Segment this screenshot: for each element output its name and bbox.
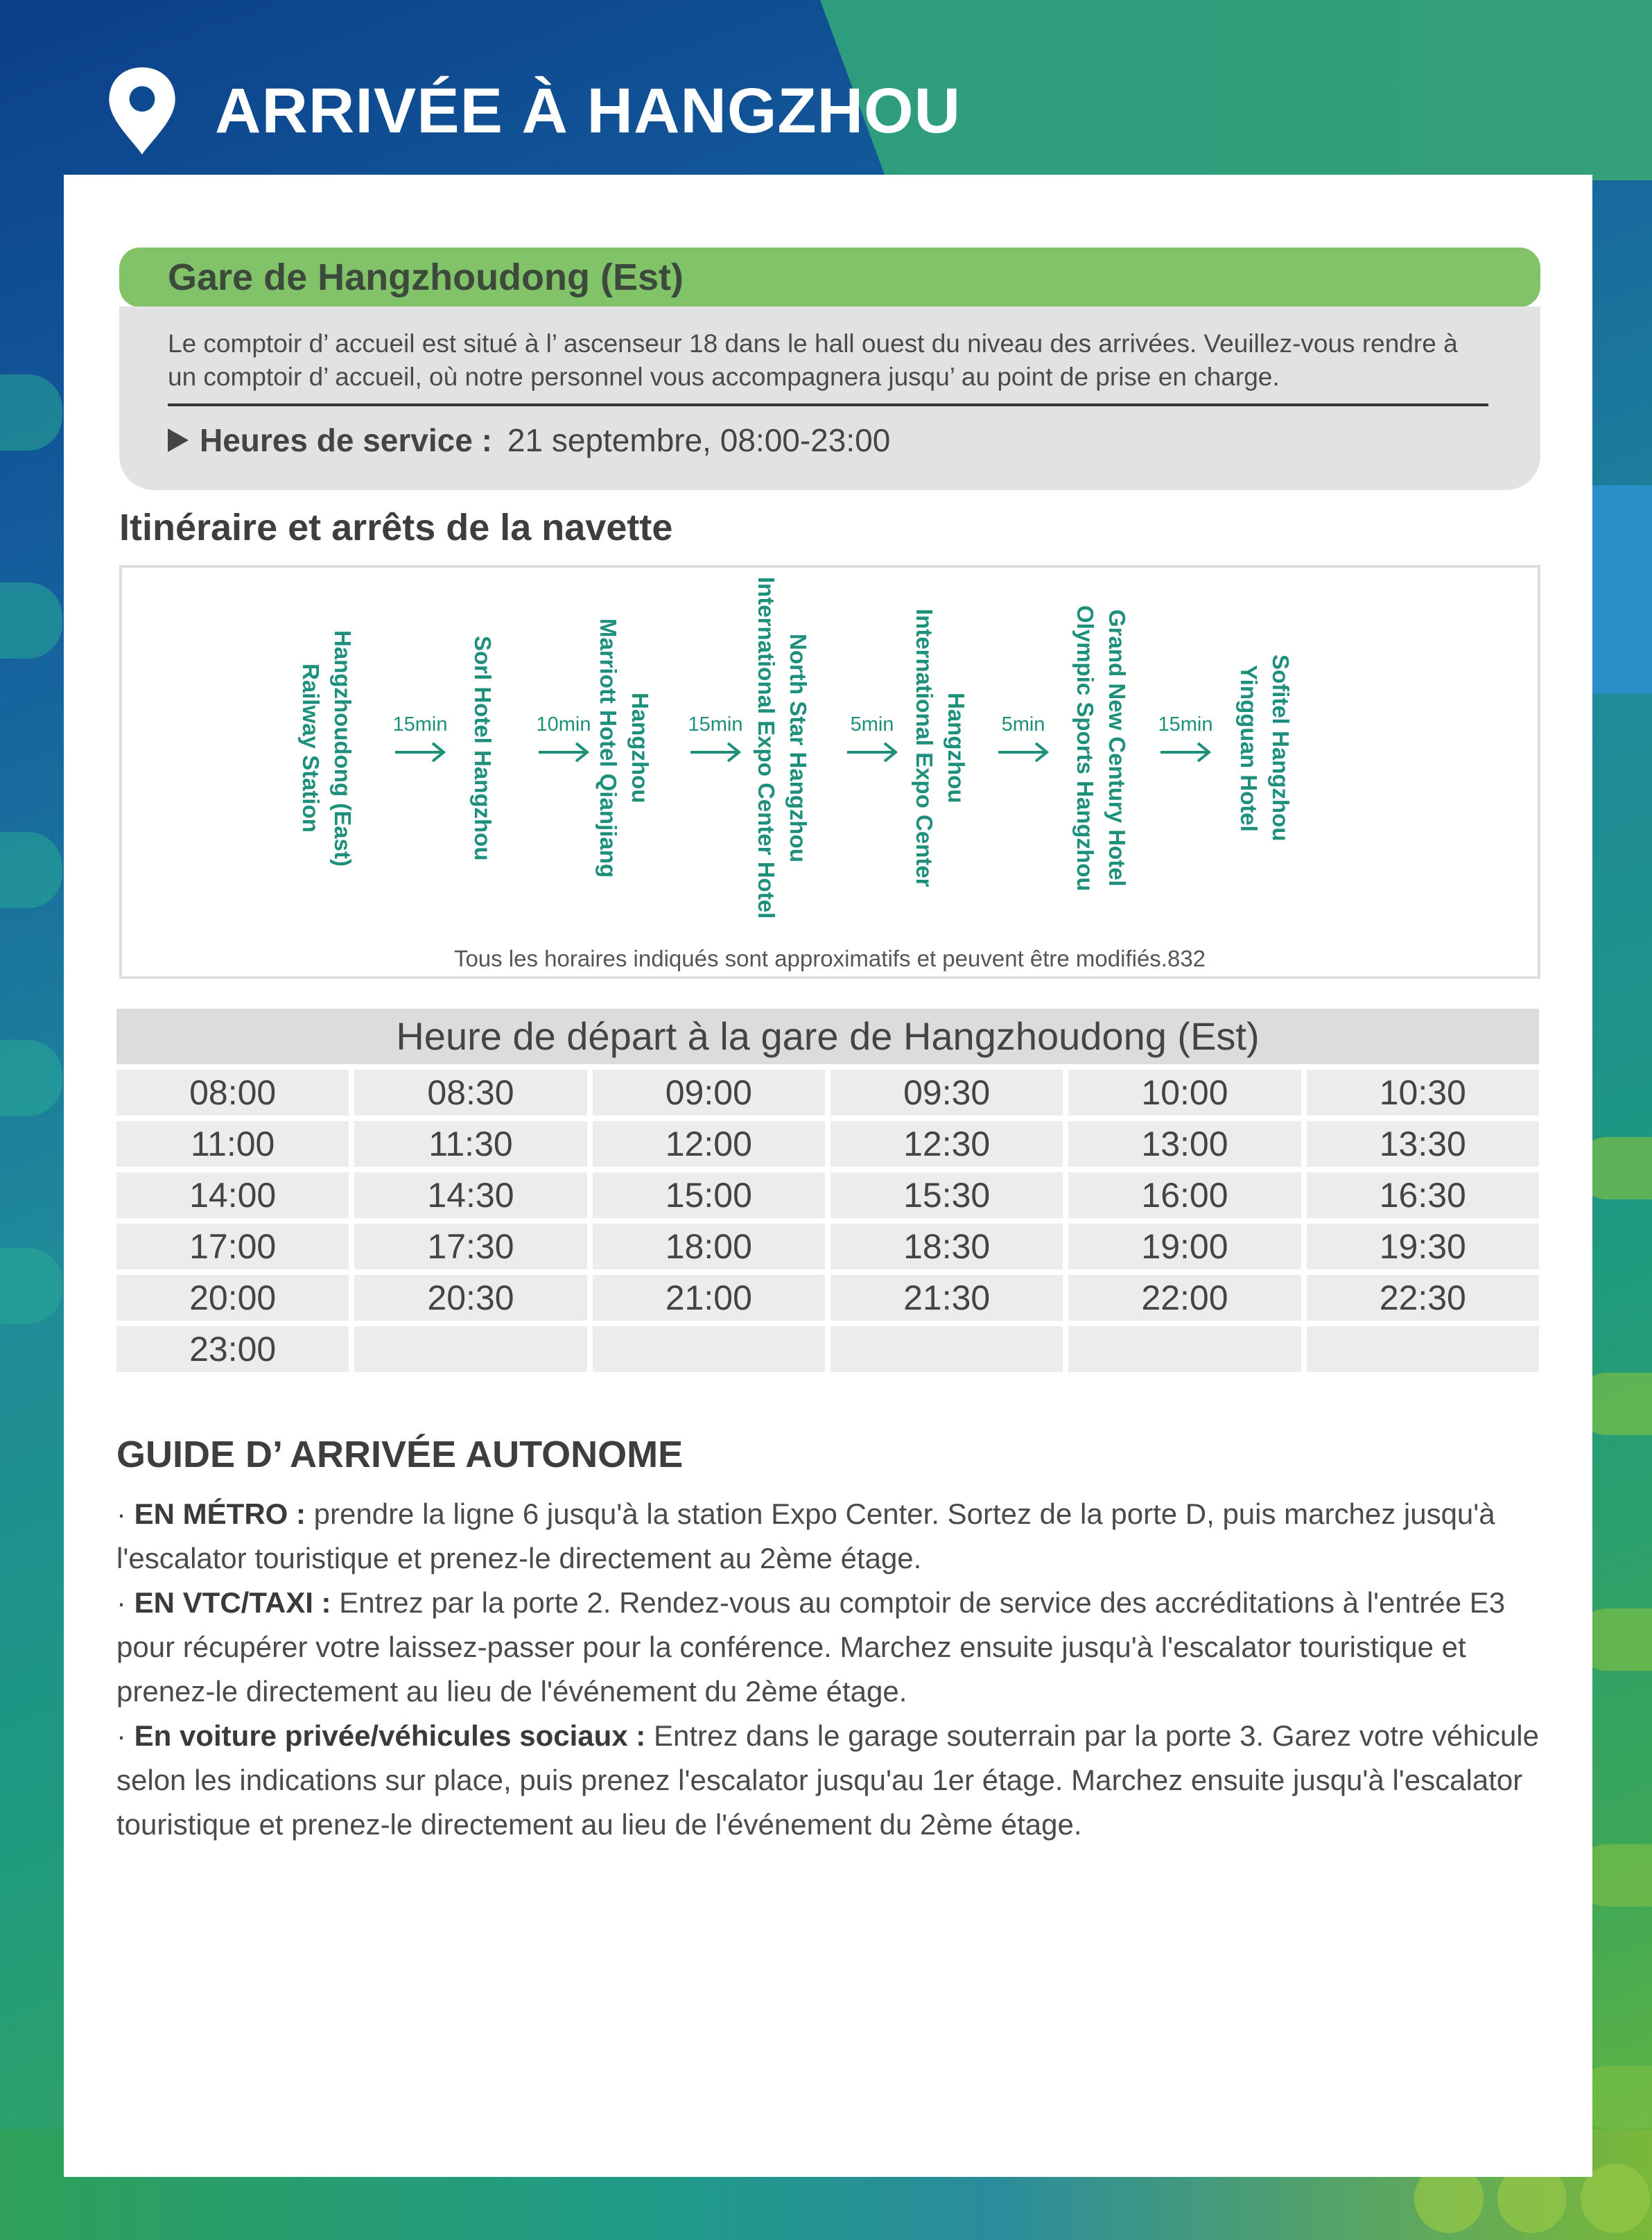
route-stop	[292, 585, 361, 911]
route-leg	[385, 713, 455, 764]
leg-duration: 15min	[1158, 713, 1213, 736]
route-stop-label: Marriott Hotel Qianjiang	[595, 618, 621, 878]
departure-time: 22:30	[1307, 1275, 1539, 1321]
departure-time: 08:00	[116, 1070, 349, 1115]
play-icon	[168, 428, 189, 452]
departure-time: 18:00	[593, 1224, 825, 1269]
location-pin-icon	[104, 66, 180, 156]
guide-item-text: prendre la ligne 6 jusqu'à la station Expo Center. Sortez de la porte D, puis marchez jusqu'à l'escalator touristique et prenez-le directement au 2ème étage.	[116, 1497, 1495, 1574]
arrow-right-icon	[844, 740, 900, 764]
station-description: Le comptoir d’ accueil est situé à l’ ascenseur 18 dans le hall ouest du niveau des arrivées. Veuillez-vous rendre à un comptoir d’ accueil, où notre personnel vous accompagnera jusqu’ au point de prise en charge.	[168, 329, 1458, 391]
route-stop-label: International Expo Center	[912, 609, 937, 887]
leg-duration: 5min	[850, 713, 894, 736]
content-card	[64, 175, 1592, 2177]
schedule-row	[116, 1224, 1539, 1269]
background-shape	[0, 1040, 62, 1116]
arrow-right-icon	[995, 740, 1051, 764]
departure-time: 16:30	[1307, 1172, 1539, 1218]
departure-time: 12:30	[831, 1121, 1063, 1167]
background-shape	[0, 832, 62, 908]
route-stop-label: International Expo Center Hotel	[754, 577, 779, 919]
bullet: ·	[116, 1586, 134, 1619]
route-stop-label: Grand New Century Hotel	[1104, 609, 1130, 887]
departure-time: 12:00	[593, 1121, 825, 1167]
station-title: Gare de Hangzhoudong (Est)	[168, 257, 684, 298]
arrow-right-icon	[1158, 740, 1213, 764]
departure-time: 17:30	[354, 1224, 586, 1269]
guide-title: GUIDE D’ ARRIVÉE AUTONOME	[116, 1434, 684, 1475]
bullet: ·	[116, 1497, 134, 1530]
departure-time: 22:00	[1068, 1275, 1301, 1321]
guide-item	[116, 1581, 1545, 1714]
schedule-rows	[116, 1070, 1539, 1372]
arrow-right-icon	[688, 740, 743, 764]
departure-time: 14:00	[116, 1172, 349, 1218]
departure-time: 20:30	[354, 1275, 586, 1321]
departure-time: 21:00	[593, 1275, 825, 1321]
departure-time: 08:30	[354, 1070, 586, 1115]
leg-duration: 10min	[536, 713, 591, 736]
departure-time	[354, 1326, 586, 1372]
departure-time: 23:00	[116, 1326, 349, 1372]
departure-time: 18:30	[831, 1224, 1063, 1269]
route-stop-label: Yingguan Hotel	[1236, 664, 1262, 832]
route-stop-label: Sorl Hotel Hangzhou	[470, 635, 496, 861]
route-stop	[1066, 585, 1136, 911]
departure-time: 13:30	[1307, 1121, 1539, 1167]
divider	[168, 403, 1488, 406]
schedule-row	[116, 1070, 1539, 1115]
departure-time: 09:00	[593, 1070, 825, 1115]
guide-item-label: EN MÉTRO :	[134, 1497, 306, 1530]
departure-time: 19:30	[1307, 1224, 1539, 1269]
departure-time	[1068, 1326, 1301, 1372]
guide-item-text: Entrez par la porte 2. Rendez-vous au comptoir de service des accréditations à l'entrée E3 pour récupérer votre laissez-passer pour la conférence. Marchez ensuite jusqu'à l'escalator touristique et prenez-le directement au lieu de l'événement du 2ème étage.	[116, 1586, 1506, 1708]
station-info-box	[119, 306, 1540, 490]
schedule-title: Heure de départ à la gare de Hangzhoudong (Est)	[116, 1009, 1539, 1064]
background-shape	[0, 1248, 62, 1324]
station-title-bar	[119, 248, 1540, 307]
route-leg	[837, 713, 907, 764]
departure-time: 09:30	[831, 1070, 1063, 1115]
route-stop	[589, 585, 659, 911]
route-stop	[905, 585, 975, 911]
schedule-table	[116, 1009, 1539, 1372]
departure-time: 11:30	[354, 1121, 586, 1167]
departure-time	[593, 1326, 825, 1372]
departure-time: 21:30	[831, 1275, 1063, 1321]
route-stop-label: Olympic Sports Hangzhou	[1072, 605, 1098, 892]
departure-time	[1307, 1326, 1539, 1372]
departure-time: 15:30	[831, 1172, 1063, 1218]
route-stop	[1230, 585, 1299, 911]
departure-time: 10:00	[1068, 1070, 1301, 1115]
leg-duration: 5min	[1001, 713, 1045, 736]
departure-time	[831, 1326, 1063, 1372]
guide-item	[116, 1714, 1545, 1847]
route-heading: Itinéraire et arrêts de la navette	[119, 507, 673, 548]
schedule-row	[116, 1121, 1539, 1167]
route-stop-label: Railway Station	[298, 663, 324, 833]
route-stop-label: Sofitel Hangzhou	[1268, 654, 1294, 842]
departure-time: 15:00	[593, 1172, 825, 1218]
departure-time: 20:00	[116, 1275, 349, 1321]
departure-time: 14:30	[354, 1172, 586, 1218]
schedule-row	[116, 1326, 1539, 1372]
arrow-right-icon	[536, 740, 591, 764]
guide-item	[116, 1492, 1545, 1581]
leg-duration: 15min	[688, 713, 743, 736]
route-stop-label: Hangzhou	[627, 693, 653, 804]
background-shape	[0, 582, 62, 659]
route-stop	[747, 577, 817, 919]
route-leg	[529, 713, 598, 764]
guide-item-label: En voiture privée/véhicules sociaux :	[134, 1719, 646, 1752]
route-stop	[448, 585, 517, 911]
route-leg	[989, 713, 1058, 764]
route-diagram	[119, 565, 1540, 979]
departure-time: 19:00	[1068, 1224, 1301, 1269]
service-hours-label: Heures de service :	[200, 422, 492, 458]
service-hours	[168, 422, 1492, 459]
schedule-row	[116, 1172, 1539, 1218]
route-leg	[681, 713, 750, 764]
departure-time: 11:00	[116, 1121, 349, 1167]
arrow-right-icon	[392, 740, 448, 764]
route-stop-label: Hangzhoudong (East)	[330, 630, 356, 867]
departure-time: 10:30	[1307, 1070, 1539, 1115]
bullet: ·	[116, 1719, 134, 1752]
departure-time: 17:00	[116, 1224, 349, 1269]
background-shape	[0, 374, 62, 451]
departure-time: 16:00	[1068, 1172, 1301, 1218]
route-stop-label: Hangzhou	[944, 693, 969, 804]
guide-item-label: EN VTC/TAXI :	[134, 1586, 331, 1619]
page-title: ARRIVÉE À HANGZHOU	[215, 75, 962, 146]
departure-time: 13:00	[1068, 1121, 1301, 1167]
route-stop-label: North Star Hangzhou	[785, 634, 811, 862]
schedule-row	[116, 1275, 1539, 1321]
page-header	[104, 62, 961, 159]
leg-duration: 15min	[392, 713, 448, 736]
route-leg	[1151, 713, 1220, 764]
route-note: Tous les horaires indiqués sont approximatifs et peuvent être modifiés.832	[453, 946, 1206, 971]
guide-list	[116, 1492, 1545, 1847]
service-hours-value: 21 septembre, 08:00-23:00	[507, 422, 891, 458]
guide-item-text: Entrez dans le garage souterrain par la porte 3. Garez votre véhicule selon les indications sur place, puis prenez l'escalator jusqu'au 1er étage. Marchez ensuite jusqu'à l'escalator touristique et prenez-le directement au lieu de l'événement du 2ème étage.	[116, 1719, 1539, 1841]
